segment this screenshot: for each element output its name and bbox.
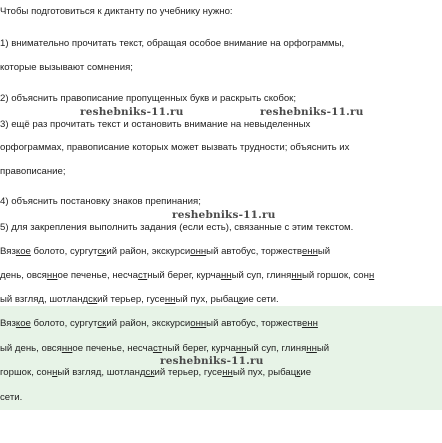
text-segment: ый — [317, 246, 331, 257]
text-line — [0, 166, 66, 178]
text-segment: ий район, экскурси — [106, 246, 191, 257]
text-segment: Вяз — [0, 246, 16, 257]
text-segment: горшок, сон — [0, 367, 53, 378]
text-line — [0, 93, 296, 105]
text-segment: ий район, экскурси — [106, 318, 191, 329]
text-segment: болото, сургут — [30, 318, 98, 329]
text-segment: болото, сургут — [30, 246, 98, 257]
text-line — [0, 196, 201, 208]
text-line — [0, 142, 349, 154]
text-segment: ный берег, курча — [162, 343, 236, 354]
watermark: reshebniks-11.ru — [160, 355, 264, 367]
text-segment: ие — [300, 367, 312, 378]
text-segment: ый суп, глиня — [246, 343, 307, 354]
text-segment: Вяз — [0, 318, 16, 329]
text-segment: ый автобус, торжеств — [206, 318, 302, 329]
underlined-orthogram: ст — [152, 343, 163, 354]
underlined-orthogram: онн — [190, 246, 207, 257]
underlined-orthogram: н — [368, 270, 375, 281]
text-segment: Чтобы подготовиться к диктанту по учебнику нужно: — [0, 6, 233, 17]
underlined-orthogram: кое — [15, 246, 31, 257]
text-line — [0, 119, 310, 131]
underlined-orthogram: к — [296, 367, 301, 378]
text-segment: ый пух, рыбац — [175, 294, 239, 305]
text-segment: ый — [316, 343, 330, 354]
underlined-orthogram: нн — [61, 343, 73, 354]
text-segment: день, овся — [0, 270, 47, 281]
text-segment: сети. — [0, 392, 23, 403]
underlined-orthogram: нн — [235, 343, 247, 354]
underlined-orthogram: нн — [222, 367, 233, 378]
underlined-orthogram: енн — [301, 318, 318, 329]
text-line — [0, 343, 329, 355]
text-segment: ый горшок, сон — [301, 270, 369, 281]
text-segment: ий терьер, гусе — [97, 294, 165, 305]
text-segment: 4) объяснить постановку знаков препинания; — [0, 196, 201, 207]
text-segment: ый взгляд, шотланд — [57, 367, 146, 378]
underlined-orthogram: ск — [97, 246, 107, 257]
text-segment: ое печенье, несча — [57, 270, 139, 281]
underlined-orthogram: енн — [301, 246, 318, 257]
watermark: reshebniks-11.ru — [260, 106, 364, 118]
text-segment: ый взгляд, шотланд — [0, 294, 89, 305]
text-line — [0, 62, 133, 74]
underlined-orthogram: ск — [97, 318, 107, 329]
watermark: reshebniks-11.ru — [80, 106, 184, 118]
text-segment: ое печенье, несча — [72, 343, 153, 354]
underlined-orthogram: нн — [291, 270, 302, 281]
text-segment: ие сети. — [243, 294, 279, 305]
text-line — [0, 367, 311, 379]
underlined-orthogram: нн — [306, 343, 317, 354]
text-segment: правописание; — [0, 166, 66, 177]
text-segment: ый автобус, торжеств — [206, 246, 302, 257]
underlined-orthogram: онн — [190, 318, 207, 329]
text-segment: орфограммах, правописание которых может вызвать трудности; объяснить их — [0, 142, 350, 153]
text-line — [0, 222, 353, 234]
text-segment: ий терьер, гусе — [154, 367, 223, 378]
text-segment: 1) внимательно прочитать текст, обращая особое внимание на орфограммы, — [0, 38, 345, 49]
text-segment: 5) для закрепления выполнить задания (если есть), связанные с этим текстом. — [0, 222, 354, 233]
text-segment: ый суп, глиня — [231, 270, 292, 281]
text-line — [0, 6, 233, 18]
text-segment: 2) объяснить правописание пропущенных букв и раскрыть скобок; — [0, 93, 297, 104]
underlined-orthogram: нн — [164, 294, 176, 305]
watermark: reshebniks-11.ru — [172, 209, 276, 221]
underlined-orthogram: ск — [88, 294, 98, 305]
text-line — [0, 270, 374, 282]
underlined-orthogram: к — [238, 294, 244, 305]
text-line — [0, 246, 330, 258]
underlined-orthogram: кое — [15, 318, 31, 329]
text-line — [0, 294, 279, 306]
text-segment: ый день, овся — [0, 343, 62, 354]
text-segment: которые вызывают сомнения; — [0, 62, 133, 73]
underlined-orthogram: ст — [138, 270, 148, 281]
underlined-orthogram: н — [52, 367, 58, 378]
underlined-orthogram: нн — [220, 270, 232, 281]
underlined-orthogram: нн — [46, 270, 58, 281]
text-segment: 3) ещё раз прочитать текст и остановить внимание на невыделенных — [0, 119, 311, 130]
underlined-orthogram: ск — [145, 367, 155, 378]
text-segment: ый пух, рыбац — [232, 367, 297, 378]
text-line — [0, 318, 318, 330]
text-line — [0, 38, 344, 50]
text-line — [0, 392, 22, 404]
text-segment: ный берег, курча — [147, 270, 221, 281]
